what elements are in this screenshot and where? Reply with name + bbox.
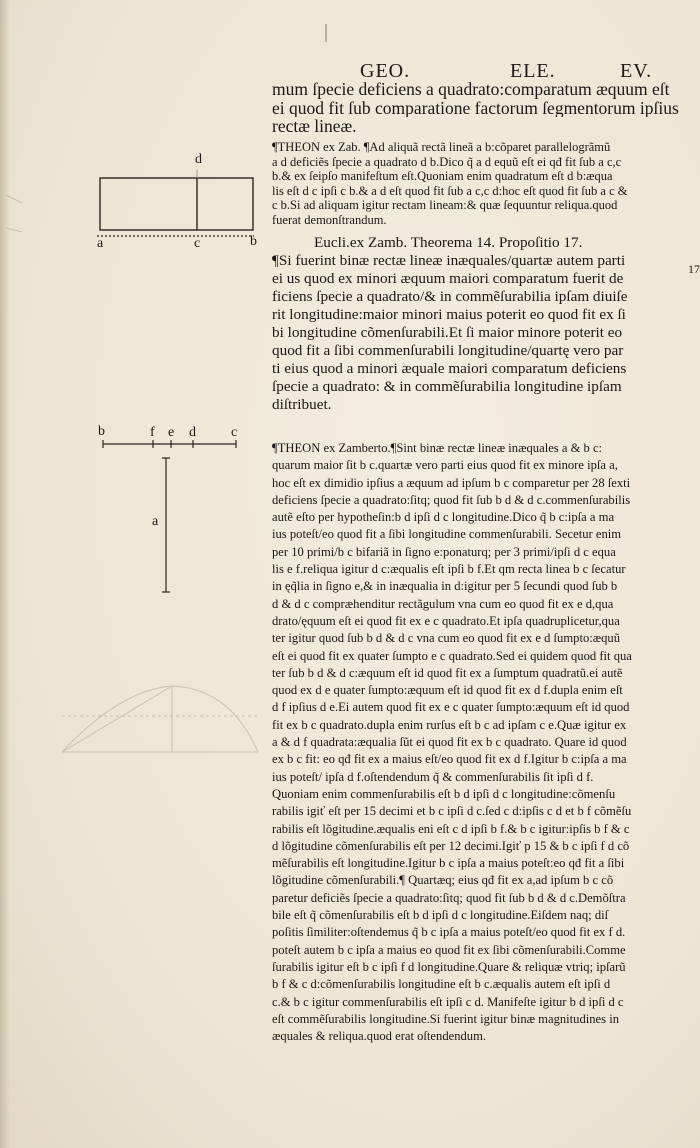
text-line: ei quod fit ſub comparatione factorum ſegmentorum ipſius: [272, 98, 679, 117]
text-line: æquales & reliqua.quod erat oſtendendum.: [272, 1029, 487, 1044]
figure-1-rectangle: [100, 170, 253, 230]
text-line: ¶THEON ex Zamberto.¶Sint binæ rectæ lineæ inæquales a & b c:: [272, 441, 603, 455]
text-line: b f & c d:cõmenſurabilis longitudine eſt b c.æqualis autem eſt ipſi d: [272, 977, 611, 992]
text-line: mẽſurabilis eſt longitudine.Igitur b c ipſa a maius poteſt:eo qđ fit a ſibi: [272, 856, 625, 871]
text-line: fit ex b c quadrato.dupla enim rurſus eſt b c ad ipſam c e.Quæ igitur ex: [272, 717, 627, 732]
text-line: ti eius quod a minori æquale maiori comparatum deficiens: [272, 360, 627, 377]
text-line: quod ex d e quater ſumpto:æquum eſt id quod fit ex d f.dupla enim eſt: [272, 683, 623, 698]
text-line: deficiens ſpecie a quadrato:ſitq; quod fit ſub b d & d c.commenſurabilis: [272, 492, 631, 507]
text-line: ius poteſt/ ipſa d f.oſtendendum q̃ & commenſurabilis ſit ipſi d f.: [272, 769, 594, 784]
text-line: in ęq̃lia in ſigno e,& in inæqualia in d:igitur per 5 ſecundi quod ſub b: [272, 579, 618, 594]
text-line: eſt commẽſurabilis longitudine.Si fuerint igitur binæ magnitudines in: [272, 1011, 619, 1026]
text-line: Quoniam enim commenſurabilis eſt b d ipſi d c longitudine:cõmenſu: [272, 786, 616, 801]
text-line: autẽ eſto per hypotheſin:b d ipſi d c longitudine.Dico q̃ b c:ipſa a ma: [272, 510, 615, 525]
faint-arc: [62, 686, 258, 752]
text-line: c b.Si ad aliquam igitur rectam lineam:& quæ ſequuntur reliqua.quod: [272, 198, 618, 213]
text-line: rit longitudine:maior minori maius poterit eo quod fit ex ſi: [272, 306, 626, 323]
text-line: bi longitudine cõmenſurabili.Et ſi maior minore poterit eo: [272, 324, 623, 341]
text-line: ¶Si fuerint binæ rectæ lineæ inæquales/quartæ autem parti: [272, 252, 626, 269]
text-line: ¶THEON ex Zab. ¶Ad aliquã rectã lineã a b:cõparet parallelogrãmũ: [272, 140, 611, 154]
text-line: lis eſt d c ipſi c b.& a d eſt quod fit ſub a c,c d:hoc eſt quod fit ſub a c &: [272, 183, 628, 198]
text-line: poteſt autem b c ipſa a maius eo quod fit ex ſibi cõmenſurabili.Comme: [272, 942, 626, 957]
header-left: GEO.: [360, 60, 411, 82]
text-line: a d deficiẽs ſpecie a quadrato d b.Dico q̃ a d equũ eſt ei qđ fit ſub a c,c: [272, 154, 622, 169]
text-line: eſt ei quod fit ex quater ſumpto e c quadrato.Sed ei quidem quod fit qua: [272, 648, 632, 663]
fig2-label-a: a: [152, 514, 159, 529]
faint-line: [62, 686, 172, 752]
text-line: d lõgitudine cõmenſurabilis eſt per 12 decimi.Igiť p 15 & b c ipſi f d cõ: [272, 838, 630, 853]
text-line: d & d c compræhenditur rectãgulum vna cum eo quod fit ex e d,qua: [272, 596, 614, 611]
text-line: ter igitur quod ſub b d & d c vna cum eo quod fit ex e d ſumpto:æquũ: [272, 631, 621, 646]
parallelogram-ad-db: [100, 178, 253, 230]
text-line: ſpecie a quadrato: & in commẽſurabilia longitudine ipſam: [272, 378, 622, 395]
text-line: a & d f quadrata:æqualia ſũt ei quod fit ex b c quadrato. Quare id quod: [272, 735, 627, 750]
text-line: hoc eſt ex dimidio ipſius a æquum ad ipſum b c comparetur per 28 ſexti: [272, 475, 631, 490]
proposition-heading: Eucli.ex Zamb. Theorema 14. Propoſitio 17.: [314, 234, 583, 251]
margin-number: 17: [688, 262, 700, 276]
text-line: quod fit a ſibi commenſurabili longitudine/quartę vero par: [272, 342, 624, 359]
text-line: paretur deficiẽs ſpecie a quadrato:ſitq; quod fit ſub b d & d c.Demõſtra: [272, 890, 626, 905]
fig2-label-e: e: [168, 425, 175, 440]
fig2-label-d: d: [189, 425, 196, 440]
fig1-label-d: d: [195, 152, 202, 167]
fig1-label-a: a: [97, 236, 104, 251]
text-line: rabilis igiť eſt per 15 decimi et b c ipſi d c.ſed c d:ipſis c d et b f cõmẽſu: [272, 804, 632, 819]
fig2-label-f: f: [150, 425, 155, 440]
fig1-label-c: c: [194, 236, 201, 251]
text-line: ſurabilis igitur eſt b c ipſi f d longitudine.Quare & reliquæ vtriq; ipſarũ: [272, 959, 626, 974]
text-line: ficiens ſpecie a quadrato/& in commẽſurabilia ipſam diuiſe: [272, 288, 628, 305]
text-line: quarum maior ſit b c.quartæ vero parti eius quod fit ex minore ipſa a,: [272, 458, 618, 473]
faint-mark: [6, 195, 22, 203]
text-line: diſtribuet.: [272, 396, 332, 413]
text-line: ter ſub b d & d c:æquum eſt id quod fit ex a ſumptum quadratũ.ei autẽ: [272, 665, 623, 680]
text-line: ex b c fit: eo qđ fit ex a maius eſt/eo quod fit ex d f.Igitur b c:ipſa a ma: [272, 752, 627, 767]
header-center: ELE.: [510, 60, 556, 82]
fig1-label-b: b: [250, 234, 257, 249]
show-through-figure: [6, 195, 258, 752]
text-line: b.& ex ſeipſo manifeſtum eſt.Quoniam enim quadratum eſt d b:æqua: [272, 169, 613, 184]
text-line: d f ipſius d e.Ei autem quod fit ex e c quater ſumpto:æquum eſt id quod: [272, 700, 630, 715]
text-line: bile eſt q̃ cõmenſurabilis eſt b d ipſi d c longitudine.Eiſdem naq; diſ: [272, 908, 609, 923]
header-right: EV.: [620, 60, 653, 82]
text-line: poſitis ſimiliter:oſtendemus q̃ b c ipſa a maius poteſt/eo quod fit ex f d.: [272, 925, 626, 940]
text-line: mum ſpecie deficiens a quadrato:comparatum æquum eſt: [272, 80, 670, 99]
faint-mark: [6, 228, 22, 232]
text-line: ei us quod ex minori æquum maiori comparatum fuerit de: [272, 270, 624, 287]
text-line: ius poteſt/eo quod fit a ſibi longitudine commenſurabili. Secetur enim: [272, 527, 622, 542]
text-line: lis e f.reliqua igitur d c:æqualis eſt ipſi b f.Et qm recta linea b c ſecatur: [272, 562, 626, 577]
fig2-label-b: b: [98, 424, 105, 439]
text-line: per 10 primi/b c bifariã in ſigno e:ponaturq; per 3 primi/ipſi d c equa: [272, 544, 616, 559]
text-line: drato/ęquum eſt ei quod fit ex e c quadrato.Et ipſa quadruplicetur,qua: [272, 613, 620, 628]
text-line: fuerat demonſtrandum.: [272, 212, 387, 227]
text-line: c.& b c igitur commenſurabilis eſt ipſi c d. Manifeſte igitur b d ipſi d c: [272, 994, 624, 1009]
text-line: rabilis eſt lõgitudine.æqualis eni eſt c d ipſi b f.& b c igitur:ipſis b f & c: [272, 821, 630, 836]
figure-2-lines: [103, 440, 236, 592]
fig2-label-c: c: [231, 425, 238, 440]
text-line: lõgitudine cõmenſurabili.¶ Quartæq; eius qđ fit ex a,ad ipſum b c cõ: [272, 873, 614, 888]
text-line: rectæ lineæ.: [272, 117, 357, 136]
